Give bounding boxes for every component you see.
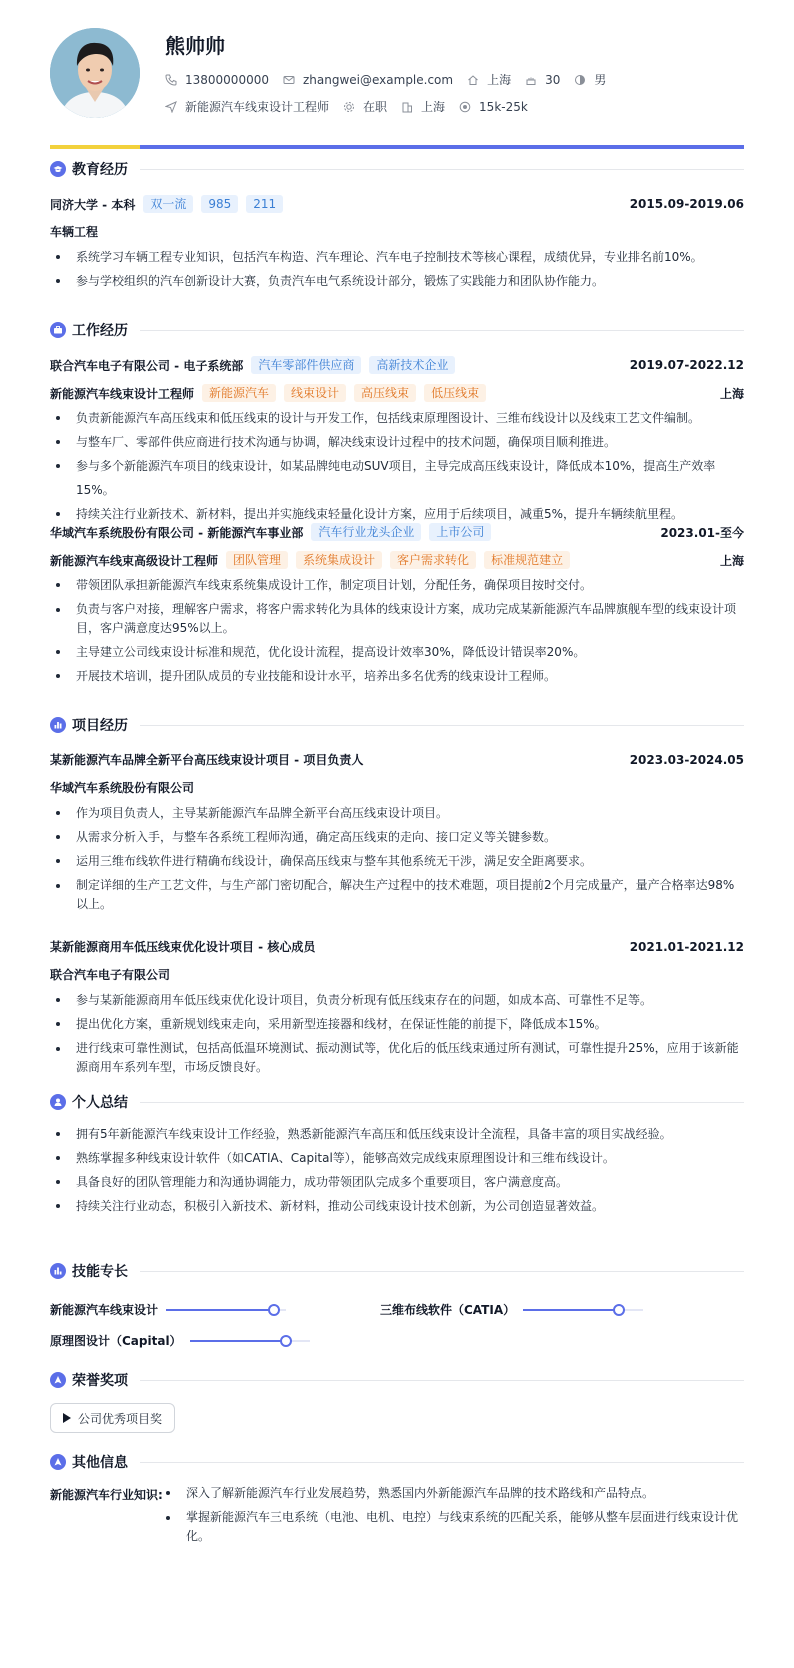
role-tag: 系统集成设计 <box>296 551 382 569</box>
chart-icon <box>50 717 66 733</box>
status-text: 在职 <box>363 100 388 114</box>
list-item: 持续关注行业动态，积极引入新技术、新材料，推动公司线束设计技术创新，为公司创造显著效益。 <box>50 1194 744 1218</box>
award-icon <box>50 1372 66 1388</box>
project-row <box>50 938 744 955</box>
job-period: 2019.07-2022.12 <box>629 358 744 372</box>
list-item: 参与多个新能源汽车项目的线束设计，如某品牌纯电动SUV项目，主导完成高压线束设计，降低成本10%，提高生产效率15%。 <box>50 454 744 502</box>
list-item: 负责与客户对接，理解客户需求，将客户需求转化为具体的线束设计方案，成功完成某新能源汽车品牌旗舰车型的线束设计项目，客户满意度达95%以上。 <box>50 597 744 640</box>
role-name: 新能源汽车线束设计工程师 <box>50 386 195 401</box>
major-row <box>50 223 744 240</box>
gender-item <box>574 71 606 88</box>
resume-header <box>50 28 744 148</box>
role-tag: 低压线束 <box>424 384 486 402</box>
section-header <box>50 1452 744 1472</box>
phone-text: 13800000000 <box>185 72 269 87</box>
skill-level-handle <box>280 1335 292 1347</box>
project-company: 华域汽车系统股份有限公司 <box>50 781 195 795</box>
role-tag: 线束设计 <box>284 384 346 402</box>
role-row <box>50 551 744 569</box>
list-item: 从需求分析入手，与整车各系统工程师沟通，确定高压线束的走向、接口定义等关键参数。 <box>50 825 744 849</box>
position-item <box>165 98 329 115</box>
phone-item <box>165 73 269 87</box>
skill-item <box>50 1301 286 1318</box>
company-row <box>50 356 744 374</box>
phone-icon <box>165 74 177 86</box>
list-item: 具备良好的团队管理能力和沟通协调能力，成功带领团队完成多个重要项目，客户满意度高。 <box>50 1170 744 1194</box>
role-tag: 高压线束 <box>354 384 416 402</box>
skill-item <box>380 1301 643 1318</box>
hometown-text: 上海 <box>487 73 512 87</box>
role-tag: 团队管理 <box>226 551 288 569</box>
contact-row <box>165 71 620 88</box>
resume-page <box>50 28 744 1543</box>
list-item: 开展技术培训，提升团队成员的专业技能和设计水平，培养出多名优秀的线束设计工程师。 <box>50 664 744 688</box>
company-row <box>50 523 744 541</box>
candidate-name: 熊帅帅 <box>165 34 225 58</box>
user-icon <box>50 1094 66 1110</box>
role-tag: 新能源汽车 <box>202 384 276 402</box>
briefcase-icon <box>50 322 66 338</box>
other-label: 新能源汽车行业知识: <box>50 1488 163 1502</box>
list-item: 掌握新能源汽车三电系统（电池、电机、电控）与线束系统的匹配关系，能够从整车层面进行线束设计优化。 <box>160 1505 744 1548</box>
age-text: 30 <box>545 72 561 87</box>
other-section <box>50 1452 744 1543</box>
age-item <box>525 73 560 87</box>
award-name: 公司优秀项目奖 <box>78 1411 163 1426</box>
company-name: 联合汽车电子有限公司 - 电子系统部 <box>50 358 244 373</box>
email-item <box>283 73 453 87</box>
project-company-row <box>50 779 744 796</box>
school-tag: 双一流 <box>143 195 193 213</box>
job-city: 上海 <box>719 386 744 401</box>
section-title: 工作经历 <box>72 323 128 339</box>
email-text: zhangwei@example.com <box>302 72 454 87</box>
list-item: 负责新能源汽车高压线束和低压线束的设计与开发工作，包括线束原理图设计、三维布线设计以及线束工艺文件编制。 <box>50 406 744 430</box>
summary-bullets <box>50 1122 744 1218</box>
list-item: 与整车厂、零部件供应商进行技术沟通与协调，解决线束设计过程中的技术问题，确保项目顺利推进。 <box>50 430 744 454</box>
skills-section <box>50 1261 744 1348</box>
status-gear-icon <box>343 101 355 113</box>
skill-item <box>50 1332 310 1349</box>
list-item: 参与某新能源商用车低压线束优化设计项目，负责分析现有低压线束存在的问题，如成本高、可靠性不足等。 <box>50 988 744 1012</box>
role-name: 新能源汽车线束高级设计工程师 <box>50 553 219 568</box>
role-row <box>50 384 744 402</box>
company-tag: 汽车行业龙头企业 <box>311 523 421 541</box>
school-name: 同济大学 - 本科 <box>50 197 136 212</box>
education-section <box>50 159 744 288</box>
list-item: 制定详细的生产工艺文件，与生产部门密切配合，解决生产过程中的技术难题，项目提前2个月完成量产，量产合格率达98%以上。 <box>50 873 744 916</box>
list-item: 拥有5年新能源汽车线束设计工作经验，熟悉新能源汽车高压和低压线束设计全流程，具备丰富的项目实战经验。 <box>50 1122 744 1146</box>
skill-bar <box>166 1309 286 1311</box>
project-name: 某新能源汽车品牌全新平台高压线束设计项目 - 项目负责人 <box>50 753 364 767</box>
section-header <box>50 1370 744 1390</box>
list-item: 深入了解新能源汽车行业发展趋势，熟悉国内外新能源汽车品牌的技术路线和产品特点。 <box>160 1481 744 1505</box>
project-company: 联合汽车电子有限公司 <box>50 968 171 982</box>
project-company-row <box>50 966 744 983</box>
bar-chart-icon <box>50 1263 66 1279</box>
header-divider <box>50 145 744 149</box>
avatar-portrait <box>50 28 140 118</box>
job-period: 2023.01-至今 <box>660 525 744 540</box>
company-tag: 上市公司 <box>429 523 491 541</box>
list-item: 参与学校组织的汽车创新设计大赛，负责汽车电气系统设计部分，锻炼了实践能力和团队协作能力。 <box>50 269 744 293</box>
list-item: 进行线束可靠性测试，包括高低温环境测试、振动测试等，优化后的低压线束通过所有测试，可靠性提升25%，应用于该新能源商用车系列车型，市场反馈良好。 <box>50 1036 744 1079</box>
school-tag: 985 <box>201 195 238 213</box>
project-row <box>50 751 744 768</box>
section-header <box>50 1092 744 1112</box>
cake-icon <box>525 74 537 86</box>
salary-item <box>459 100 528 114</box>
skill-bar <box>523 1309 643 1311</box>
send-icon <box>165 101 177 113</box>
section-header <box>50 320 744 340</box>
graduation-icon <box>50 161 66 177</box>
section-title: 荣誉奖项 <box>72 1373 128 1389</box>
mail-icon <box>283 74 295 86</box>
skill-level-handle <box>268 1304 280 1316</box>
intent-row <box>165 98 542 115</box>
info-icon <box>50 1454 66 1470</box>
status-item <box>343 98 387 115</box>
section-title: 教育经历 <box>72 162 128 178</box>
avatar <box>50 28 140 118</box>
major-name: 车辆工程 <box>50 225 99 239</box>
play-icon <box>63 1413 71 1423</box>
role-tag: 标准规范建立 <box>484 551 570 569</box>
section-title: 项目经历 <box>72 718 128 734</box>
section-header <box>50 715 744 735</box>
list-item: 作为项目负责人，主导某新能源汽车品牌全新平台高压线束设计项目。 <box>50 801 744 825</box>
award-item <box>50 1403 175 1433</box>
section-header <box>50 1261 744 1281</box>
project-bullets <box>50 801 744 916</box>
project-name: 某新能源商用车低压线束优化设计项目 - 核心成员 <box>50 940 316 954</box>
skill-bar <box>190 1340 310 1342</box>
skill-name: 新能源汽车线束设计 <box>50 1303 159 1317</box>
skill-name: 三维布线软件（CATIA） <box>380 1303 516 1317</box>
summary-section <box>50 1092 744 1213</box>
gender-icon <box>574 74 586 86</box>
list-item: 系统学习车辆工程专业知识，包括汽车构造、汽车理论、汽车电子控制技术等核心课程，成绩优异，专业排名前10%。 <box>50 245 744 269</box>
list-item: 提出优化方案，重新规划线束走向，采用新型连接器和线材，在保证性能的前提下，降低成本15%。 <box>50 1012 744 1036</box>
work-section <box>50 320 744 683</box>
city-text: 上海 <box>421 100 446 114</box>
building-icon <box>401 101 413 113</box>
skill-name: 原理图设计（Capital） <box>50 1334 182 1348</box>
education-period: 2015.09-2019.06 <box>629 197 744 211</box>
school-row <box>50 195 744 213</box>
other-bullets <box>160 1481 744 1548</box>
city-item <box>401 98 445 115</box>
awards-section <box>50 1370 744 1426</box>
list-item: 带领团队承担新能源汽车线束系统集成设计工作，制定项目计划，分配任务，确保项目按时交付。 <box>50 573 744 597</box>
skill-level-handle <box>613 1304 625 1316</box>
school-tag: 211 <box>246 195 283 213</box>
projects-section <box>50 715 744 1074</box>
education-bullets <box>50 245 744 293</box>
job-city: 上海 <box>719 553 744 568</box>
list-item: 持续关注行业新技术、新材料，提出并实施线束轻量化设计方案，应用于后续项目，减重5%，提升车辆续航里程。 <box>50 502 744 526</box>
section-title: 个人总结 <box>72 1095 128 1111</box>
other-label-row <box>50 1486 170 1503</box>
role-tag: 客户需求转化 <box>390 551 476 569</box>
list-item: 运用三维布线软件进行精确布线设计，确保高压线束与整车其他系统无干涉，满足安全距离要求。 <box>50 849 744 873</box>
job-bullets <box>50 406 744 526</box>
gender-text: 男 <box>594 73 607 87</box>
company-tag: 高新技术企业 <box>369 356 455 374</box>
section-header <box>50 159 744 179</box>
salary-icon <box>459 101 471 113</box>
home-icon <box>467 74 479 86</box>
list-item: 主导建立公司线束设计标准和规范，优化设计流程，提高设计效率30%，降低设计错误率20%。 <box>50 640 744 664</box>
project-period: 2021.01-2021.12 <box>629 939 744 954</box>
project-period: 2023.03-2024.05 <box>629 752 744 767</box>
hometown-item <box>467 71 511 88</box>
position-text: 新能源汽车线束设计工程师 <box>185 100 330 114</box>
job-bullets <box>50 573 744 688</box>
list-item: 熟练掌握多种线束设计软件（如CATIA、Capital等），能够高效完成线束原理图设计和三维布线设计。 <box>50 1146 744 1170</box>
salary-text: 15k-25k <box>479 99 528 114</box>
section-title: 技能专长 <box>72 1264 128 1280</box>
project-bullets <box>50 988 744 1079</box>
company-tag: 汽车零部件供应商 <box>251 356 361 374</box>
company-name: 华域汽车系统股份有限公司 - 新能源汽车事业部 <box>50 525 304 540</box>
section-title: 其他信息 <box>72 1455 128 1471</box>
